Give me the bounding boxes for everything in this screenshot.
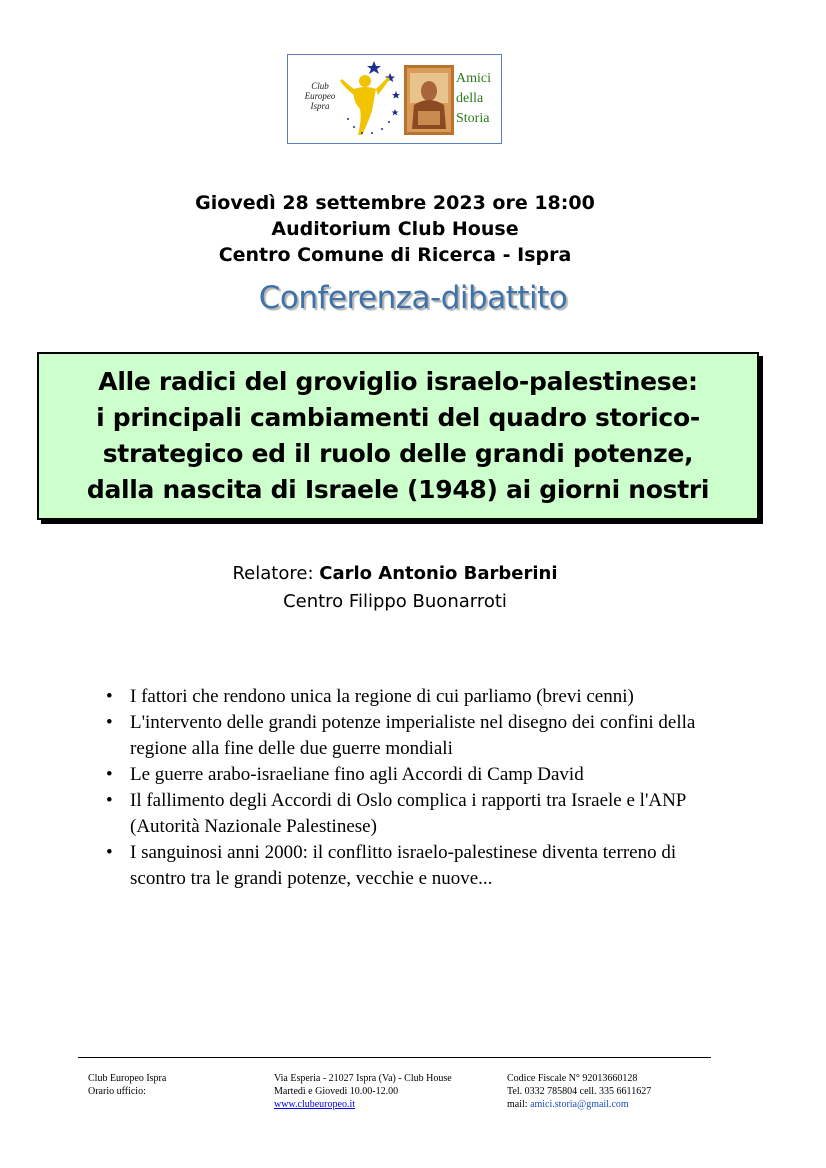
footer-address: Via Esperia - 21027 Ispra (Va) - Club House [274,1073,452,1084]
event-details [0,190,790,268]
logo-text-line: Ispra [310,101,330,111]
logo-text-line: Amici [456,71,491,86]
bullet-icon: • [106,712,113,733]
footer-office-hours-label: Orario ufficio: [88,1086,146,1097]
star-figure-icon [332,59,404,139]
list-item-text: L'intervento delle grandi potenze imperialiste nel disegno dei confini della regione alla fine delle due guerre mondiali [130,712,696,759]
footer-mail-link[interactable]: amici.storia@gmail.com [530,1099,629,1110]
footer-website-link[interactable]: www.clubeuropeo.it [274,1099,355,1110]
footer-col-address [274,1072,504,1111]
list-item-text: Le guerre arabo-israeliane fino agli Accordi di Camp David [130,764,584,785]
logo-text-line: Europeo [304,91,336,101]
event-date-time: Giovedì 28 settembre 2023 ore 18:00 [195,192,595,214]
bullet-icon: • [106,790,113,811]
list-item-text: I fattori che rendono unica la regione di cui parliamo (brevi cenni) [130,686,634,707]
title-box [37,352,759,520]
painting-icon [404,65,454,135]
speaker-label: Relatore: [232,563,314,584]
list-item [106,684,726,710]
list-item-text: I sanguinosi anni 2000: il conflitto israelo-palestinese diventa terreno di scontro tra le grandi potenze, vecchie e nuove... [130,842,677,889]
event-location: Centro Comune di Ricerca - Ispra [218,244,572,266]
footer-divider [78,1057,711,1058]
list-item [106,788,726,840]
footer-hours: Martedì e Giovedì 10.00-12.00 [274,1086,399,1097]
speaker-line [0,560,790,588]
speaker-affiliation: Centro Filippo Buonarroti [283,591,507,612]
logo [287,54,502,144]
bullet-icon: • [106,842,113,863]
logo-text-line: della [456,91,484,106]
conference-label: Conferenza-dibattito [258,280,568,316]
conference-title: Alle radici del groviglio israelo-palestinese: i principali cambiamenti del quadro storico- strategico ed il ruolo delle grandi potenze, dalla nascita di Israele (1948) ai giorni nostri [86,367,710,504]
footer-col-club [88,1072,258,1098]
event-venue: Auditorium Club House [271,218,519,240]
speaker-block [0,560,790,616]
footer-fiscal-code: Codice Fiscale N° 92013660128 [507,1073,638,1084]
footer-mail-label: mail: [507,1099,528,1110]
footer-col-contacts [507,1072,717,1111]
topics-list [106,684,726,892]
logo-text-line: Club [311,81,329,91]
bullet-icon: • [106,764,113,785]
list-item-text: Il fallimento degli Accordi di Oslo complica i rapporti tra Israele e l'ANP (Autorità Nazionale Palestinese) [130,790,686,837]
footer-phone: Tel. 0332 785804 cell. 335 6611627 [507,1086,652,1097]
footer-club-name: Club Europeo Ispra [88,1073,167,1084]
list-item [106,762,726,788]
amici-della-storia-logo-text [456,69,500,129]
logo-text-line: Storia [456,111,490,126]
bullet-icon: • [106,686,113,707]
list-item [106,840,726,892]
list-item [106,710,726,762]
speaker-name: Carlo Antonio Barberini [319,563,558,584]
